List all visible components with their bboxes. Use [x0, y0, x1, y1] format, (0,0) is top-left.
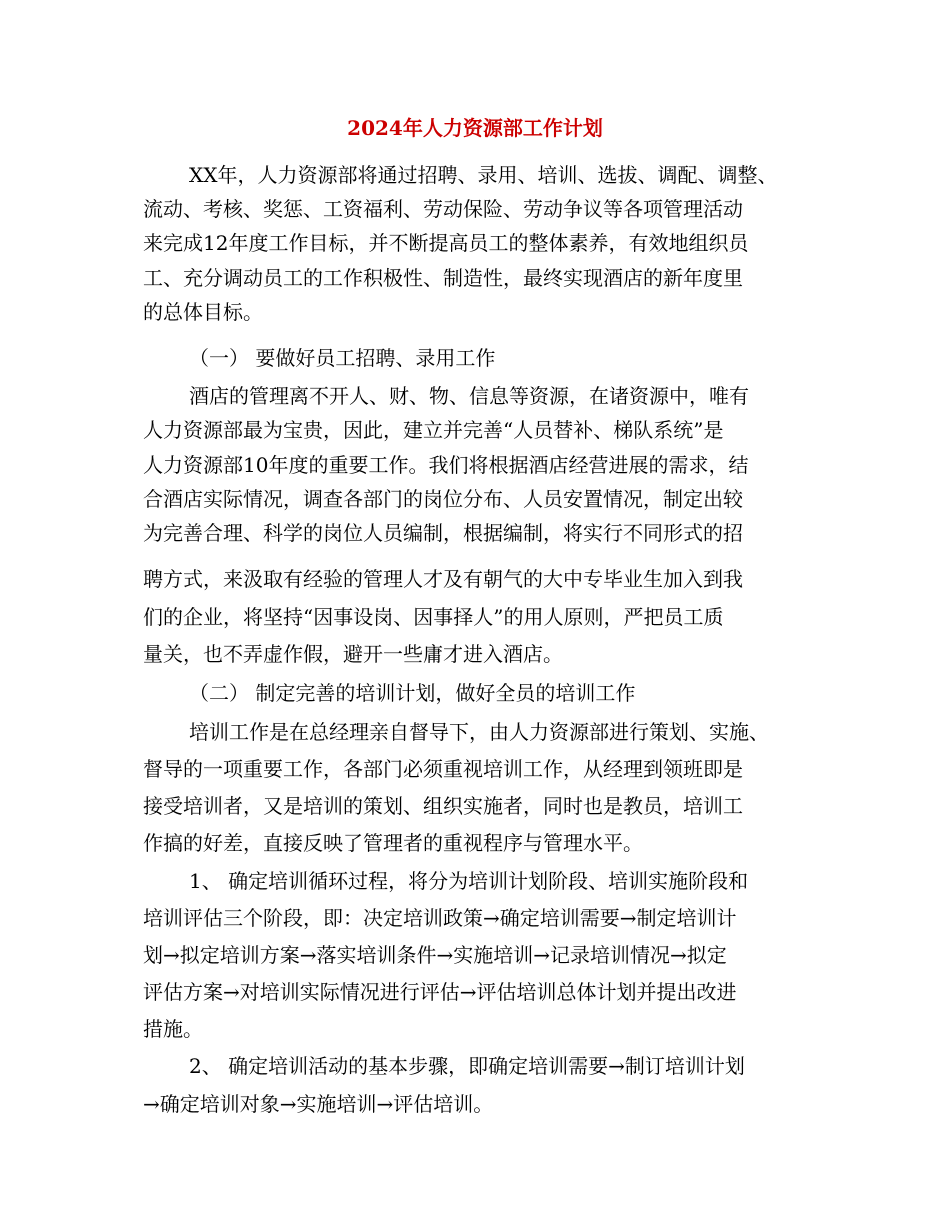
paragraph-line: 作搞的好差，直接反映了管理者的重视程序与管理水平。 — [143, 831, 643, 855]
paragraph-line: 人力资源部10年度的重要工作。我们将根据酒店经营进展的需求，结 — [143, 453, 749, 477]
paragraph-line: 合酒店实际情况，调查各部门的岗位分布、人员安置情况，制定出较 — [143, 487, 743, 511]
paragraph-line: 的总体目标。 — [143, 300, 263, 324]
paragraph-line: 酒店的管理离不开人、财、物、信息等资源，在诸资源中，唯有 — [189, 384, 749, 408]
paragraph-line: 流动、考核、奖惩、工资福利、劳动保险、劳动争议等各项管理活动 — [143, 197, 743, 221]
paragraph-line: 们的企业，将坚持“因事设岗、因事择人”的用人原则，严把员工质 — [143, 605, 724, 629]
paragraph-line: 聘方式，来汲取有经验的管理人才及有朝气的大中专毕业生加入到我 — [143, 567, 743, 591]
numbered-item: 1、 确定培训循环过程，将分为培训计划阶段、培训实施阶段和 — [189, 869, 749, 893]
section-heading: （二） 制定完善的培训计划，做好全员的培训工作 — [189, 681, 636, 705]
paragraph-line: →确定培训对象→实施培训→评估培训。 — [143, 1092, 494, 1116]
paragraph-line: 工、充分调动员工的工作积极性、制造性，最终实现酒店的新年度里 — [143, 266, 743, 290]
document-title: 2024年人力资源部工作计划 — [347, 116, 603, 140]
paragraph-line: 措施。 — [143, 1017, 203, 1041]
numbered-item: 2、 确定培训活动的基本步骤，即确定培训需要→制订培训计划 — [189, 1054, 745, 1078]
paragraph-line: 培训评估三个阶段，即：决定培训政策→确定培训需要→制定培训计 — [143, 906, 737, 930]
paragraph-line: 培训工作是在总经理亲自督导下，由人力资源部进行策划、实施、 — [189, 720, 769, 744]
paragraph-line: 督导的一项重要工作，各部门必须重视培训工作，从经理到领班即是 — [143, 757, 743, 781]
paragraph-line: 接受培训者，又是培训的策划、组织实施者，同时也是教员，培训工 — [143, 794, 743, 818]
section-heading: （一） 要做好员工招聘、录用工作 — [189, 346, 496, 370]
paragraph-line: 为完善合理、科学的岗位人员编制，根据编制，将实行不同形式的招 — [143, 521, 743, 545]
paragraph-line: 评估方案→对培训实际情况进行评估→评估培训总体计划并提出改进 — [143, 980, 737, 1004]
paragraph-line: 划→拟定培训方案→落实培训条件→实施培训→记录培训情况→拟定 — [143, 943, 727, 967]
paragraph-line: XX年，人力资源部将通过招聘、录用、培训、选拔、调配、调整、 — [189, 163, 778, 187]
paragraph-line: 量关，也不弄虚作假，避开一些庸才进入酒店。 — [143, 642, 563, 666]
paragraph-line: 来完成12年度工作目标，并不断提高员工的整体素养，有效地组织员 — [143, 231, 749, 255]
paragraph-line: 人力资源部最为宝贵，因此，建立并完善“人员替补、梯队系统”是 — [143, 418, 724, 442]
